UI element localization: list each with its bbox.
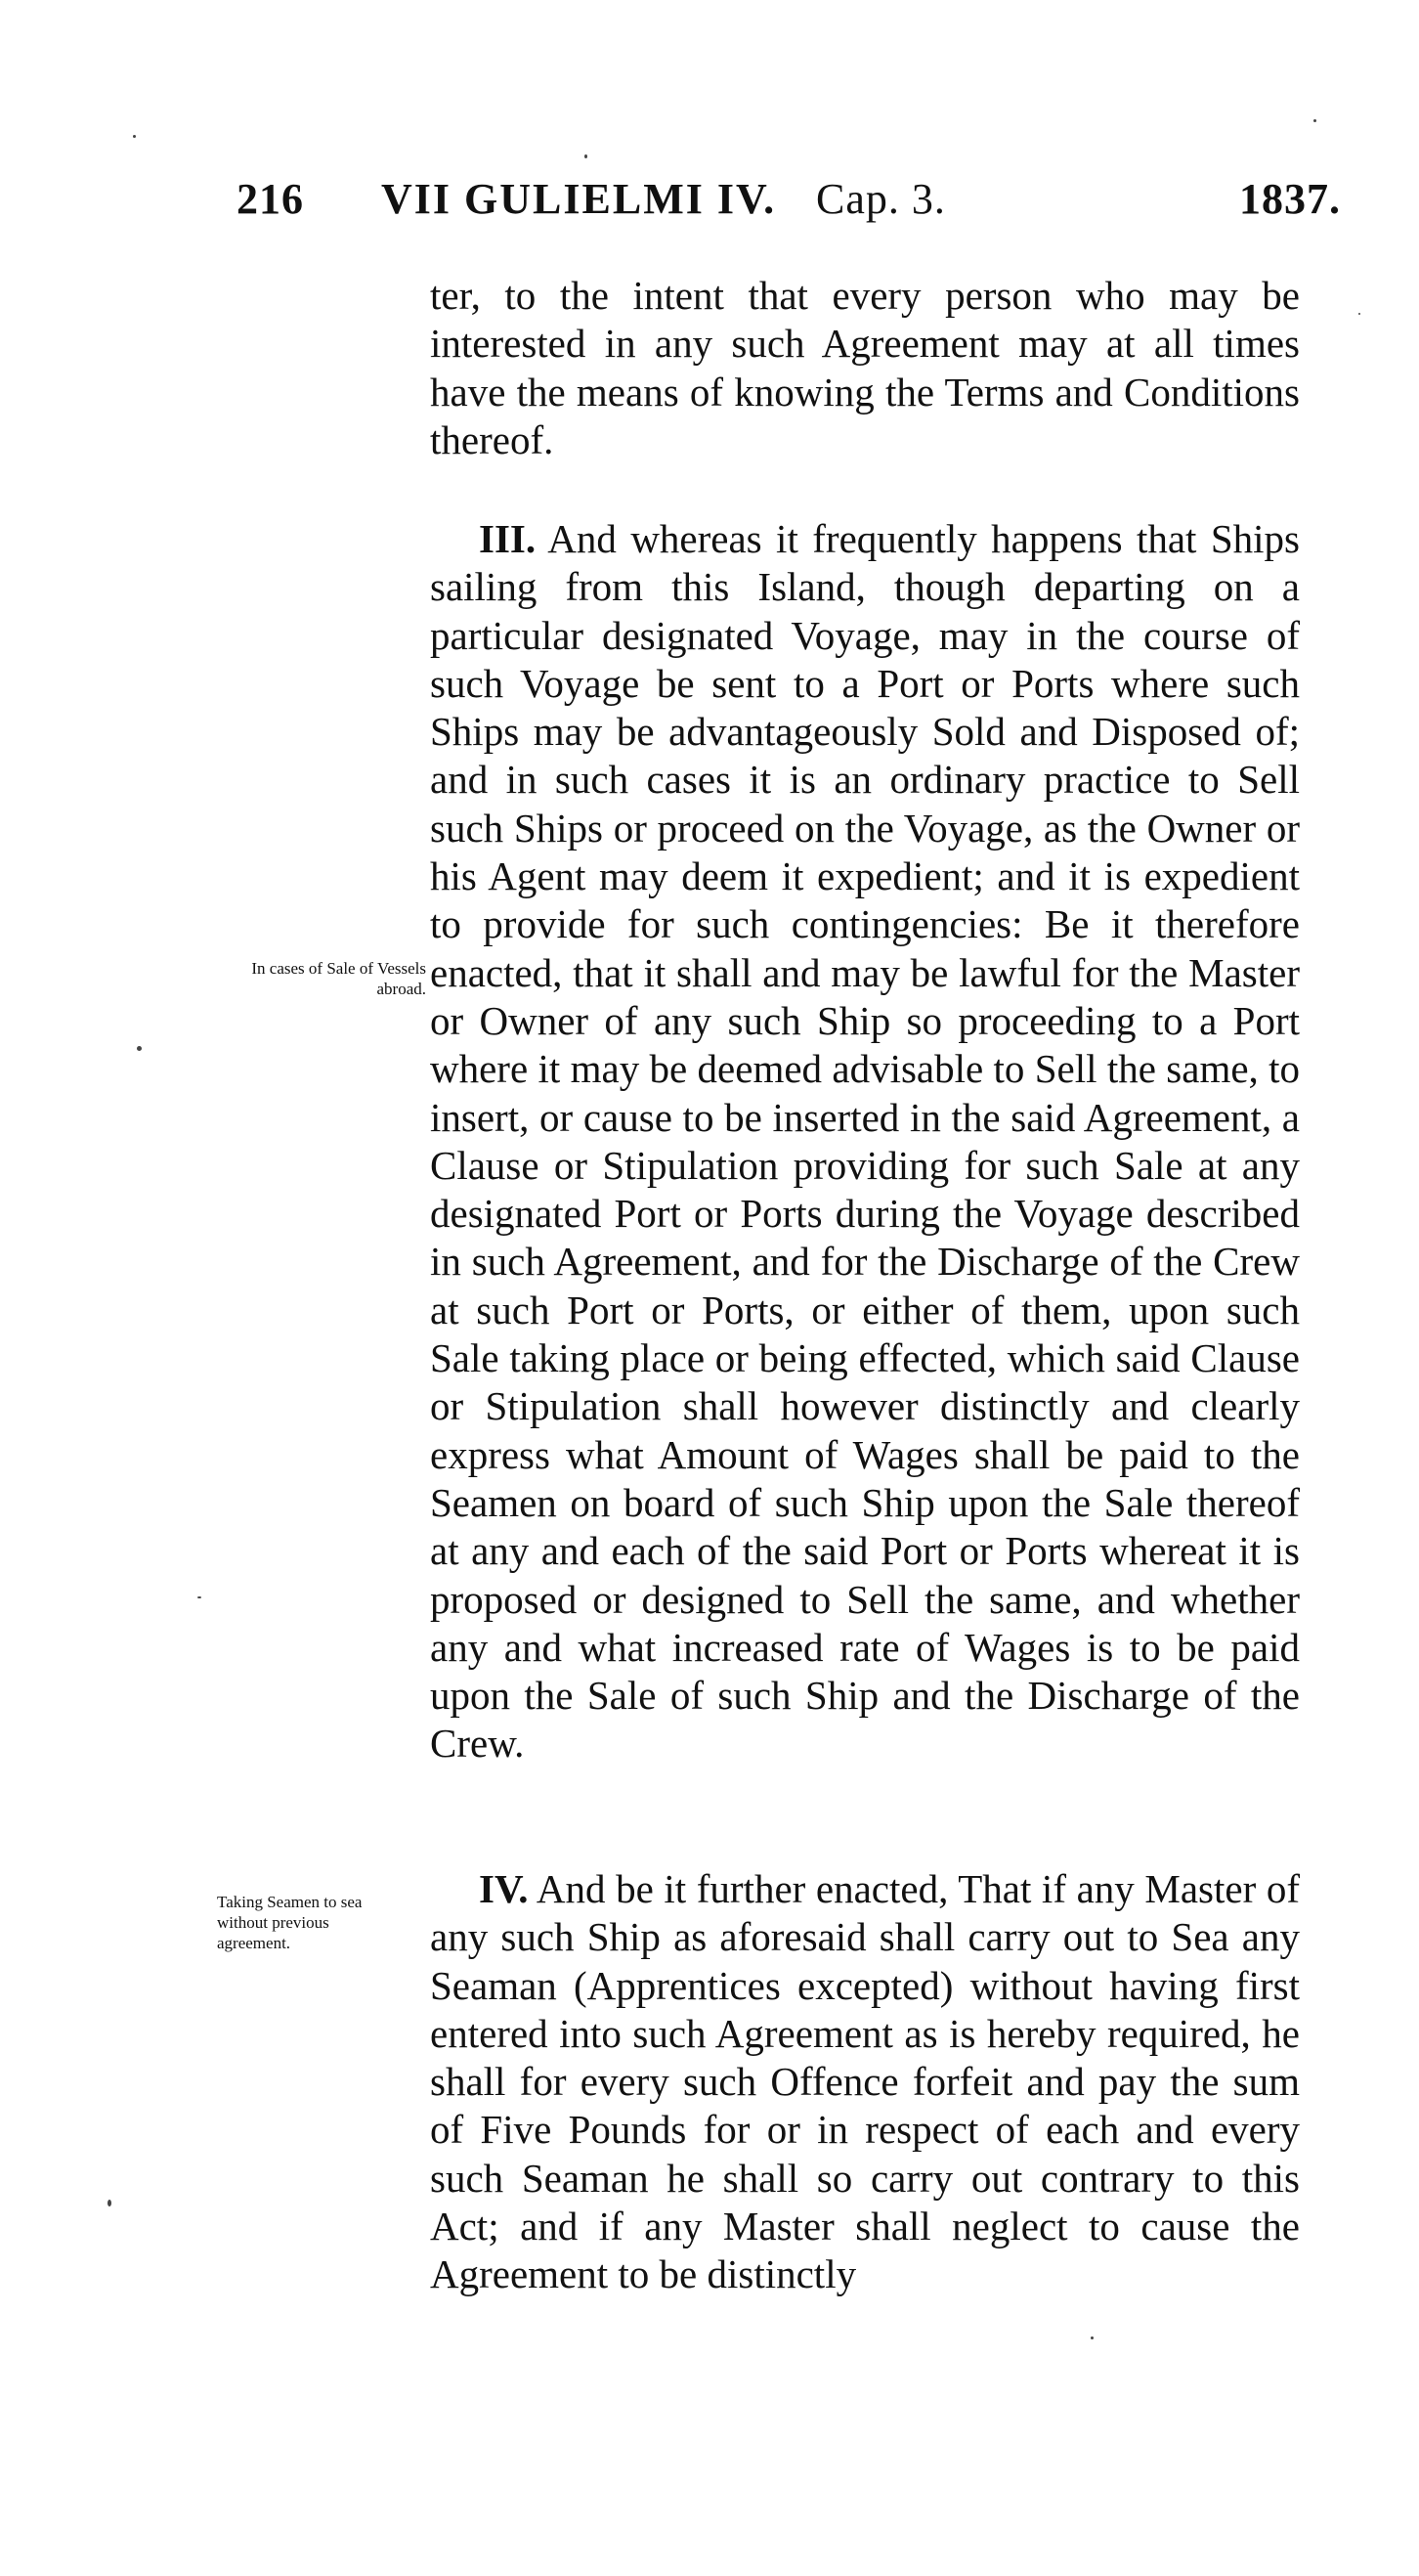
section-4-body	[430, 1865, 1300, 2299]
continuation-paragraph	[430, 272, 1300, 464]
scan-speck	[1091, 2336, 1094, 2339]
scan-speck	[1358, 313, 1360, 315]
page-number: 216	[236, 175, 304, 223]
header-title: VII GULIELMI IV.	[381, 175, 777, 223]
section-4-paragraph	[430, 1865, 1300, 2299]
scan-speck	[197, 1596, 201, 1598]
marginal-note-seamen-without-agreement: Taking Seamen to sea without previous agreement.	[217, 1893, 363, 1952]
scan-speck	[133, 135, 136, 138]
scan-speck	[137, 1046, 142, 1051]
running-head	[236, 174, 1341, 233]
header-chapter: Cap. 3.	[816, 175, 946, 223]
scan-speck	[108, 2200, 111, 2206]
scan-speck	[584, 154, 587, 158]
section-3-body	[430, 515, 1300, 1768]
section-3-paragraph	[430, 515, 1300, 1768]
section-3-text: And whereas it frequently happens that Ships sailing from this Island, though departing on a particular designated Voyage, may in the course of such Voyage be sent to a Port or Ports where such Ships may be advantageously Sold and Disposed of; and in such cases it is an ordinary practice to Sell such Ships or proceed on the Voyage, as the Owner or his Agent may deem it expedient; and it is expedient to provide for such contingencies: Be it therefore enacted, that it shall and may be lawful for the Master or Owner of any such Ship so proceeding to a Port where it may be deemed advisable to Sell the same, to insert, or cause to be inserted in the said Agreement, a Clause or Stipulation providing for such Sale at any designated Port or Ports during the Voyage described in such Agreement, and for the Discharge of the Crew at such Port or Ports, or either of them, upon such Sale taking place or being effected, which said Clause or Stipulation shall however distinctly and clearly express what Amount of Wages shall be paid to the Seamen on board of such Ship upon the Sale thereof at any and each of the said Port or Ports whereat it is proposed or designed to Sell the same, and whether any and what increased rate of Wages is to be paid upon the Sale of such Ship and the Discharge of the Crew.	[430, 516, 1300, 1767]
marginal-note-sale-abroad: In cases of Sale of Vessels abroad.	[251, 959, 426, 998]
section-4-number: IV.	[479, 1866, 529, 1911]
continuation-text: ter, to the intent that every person who may be interested in any such Agreement may at all times have the means of knowing the Terms and Conditions thereof.	[430, 273, 1300, 462]
section-4-text: And be it further enacted, That if any Master of any such Ship as aforesaid shall carry out to Sea any Seaman (Apprentices excepted) without having first entered into such Agreement as is hereby required, he shall for every such Offence forfeit and pay the sum of Five Pounds for or in respect of each and every such Seaman he shall so carry out contrary to this Act; and if any Master shall neglect to cause the Agreement to be distinctly	[430, 1866, 1300, 2297]
header-year: 1837.	[1239, 175, 1341, 223]
section-3-number: III.	[479, 516, 537, 561]
scan-speck	[1313, 119, 1316, 122]
